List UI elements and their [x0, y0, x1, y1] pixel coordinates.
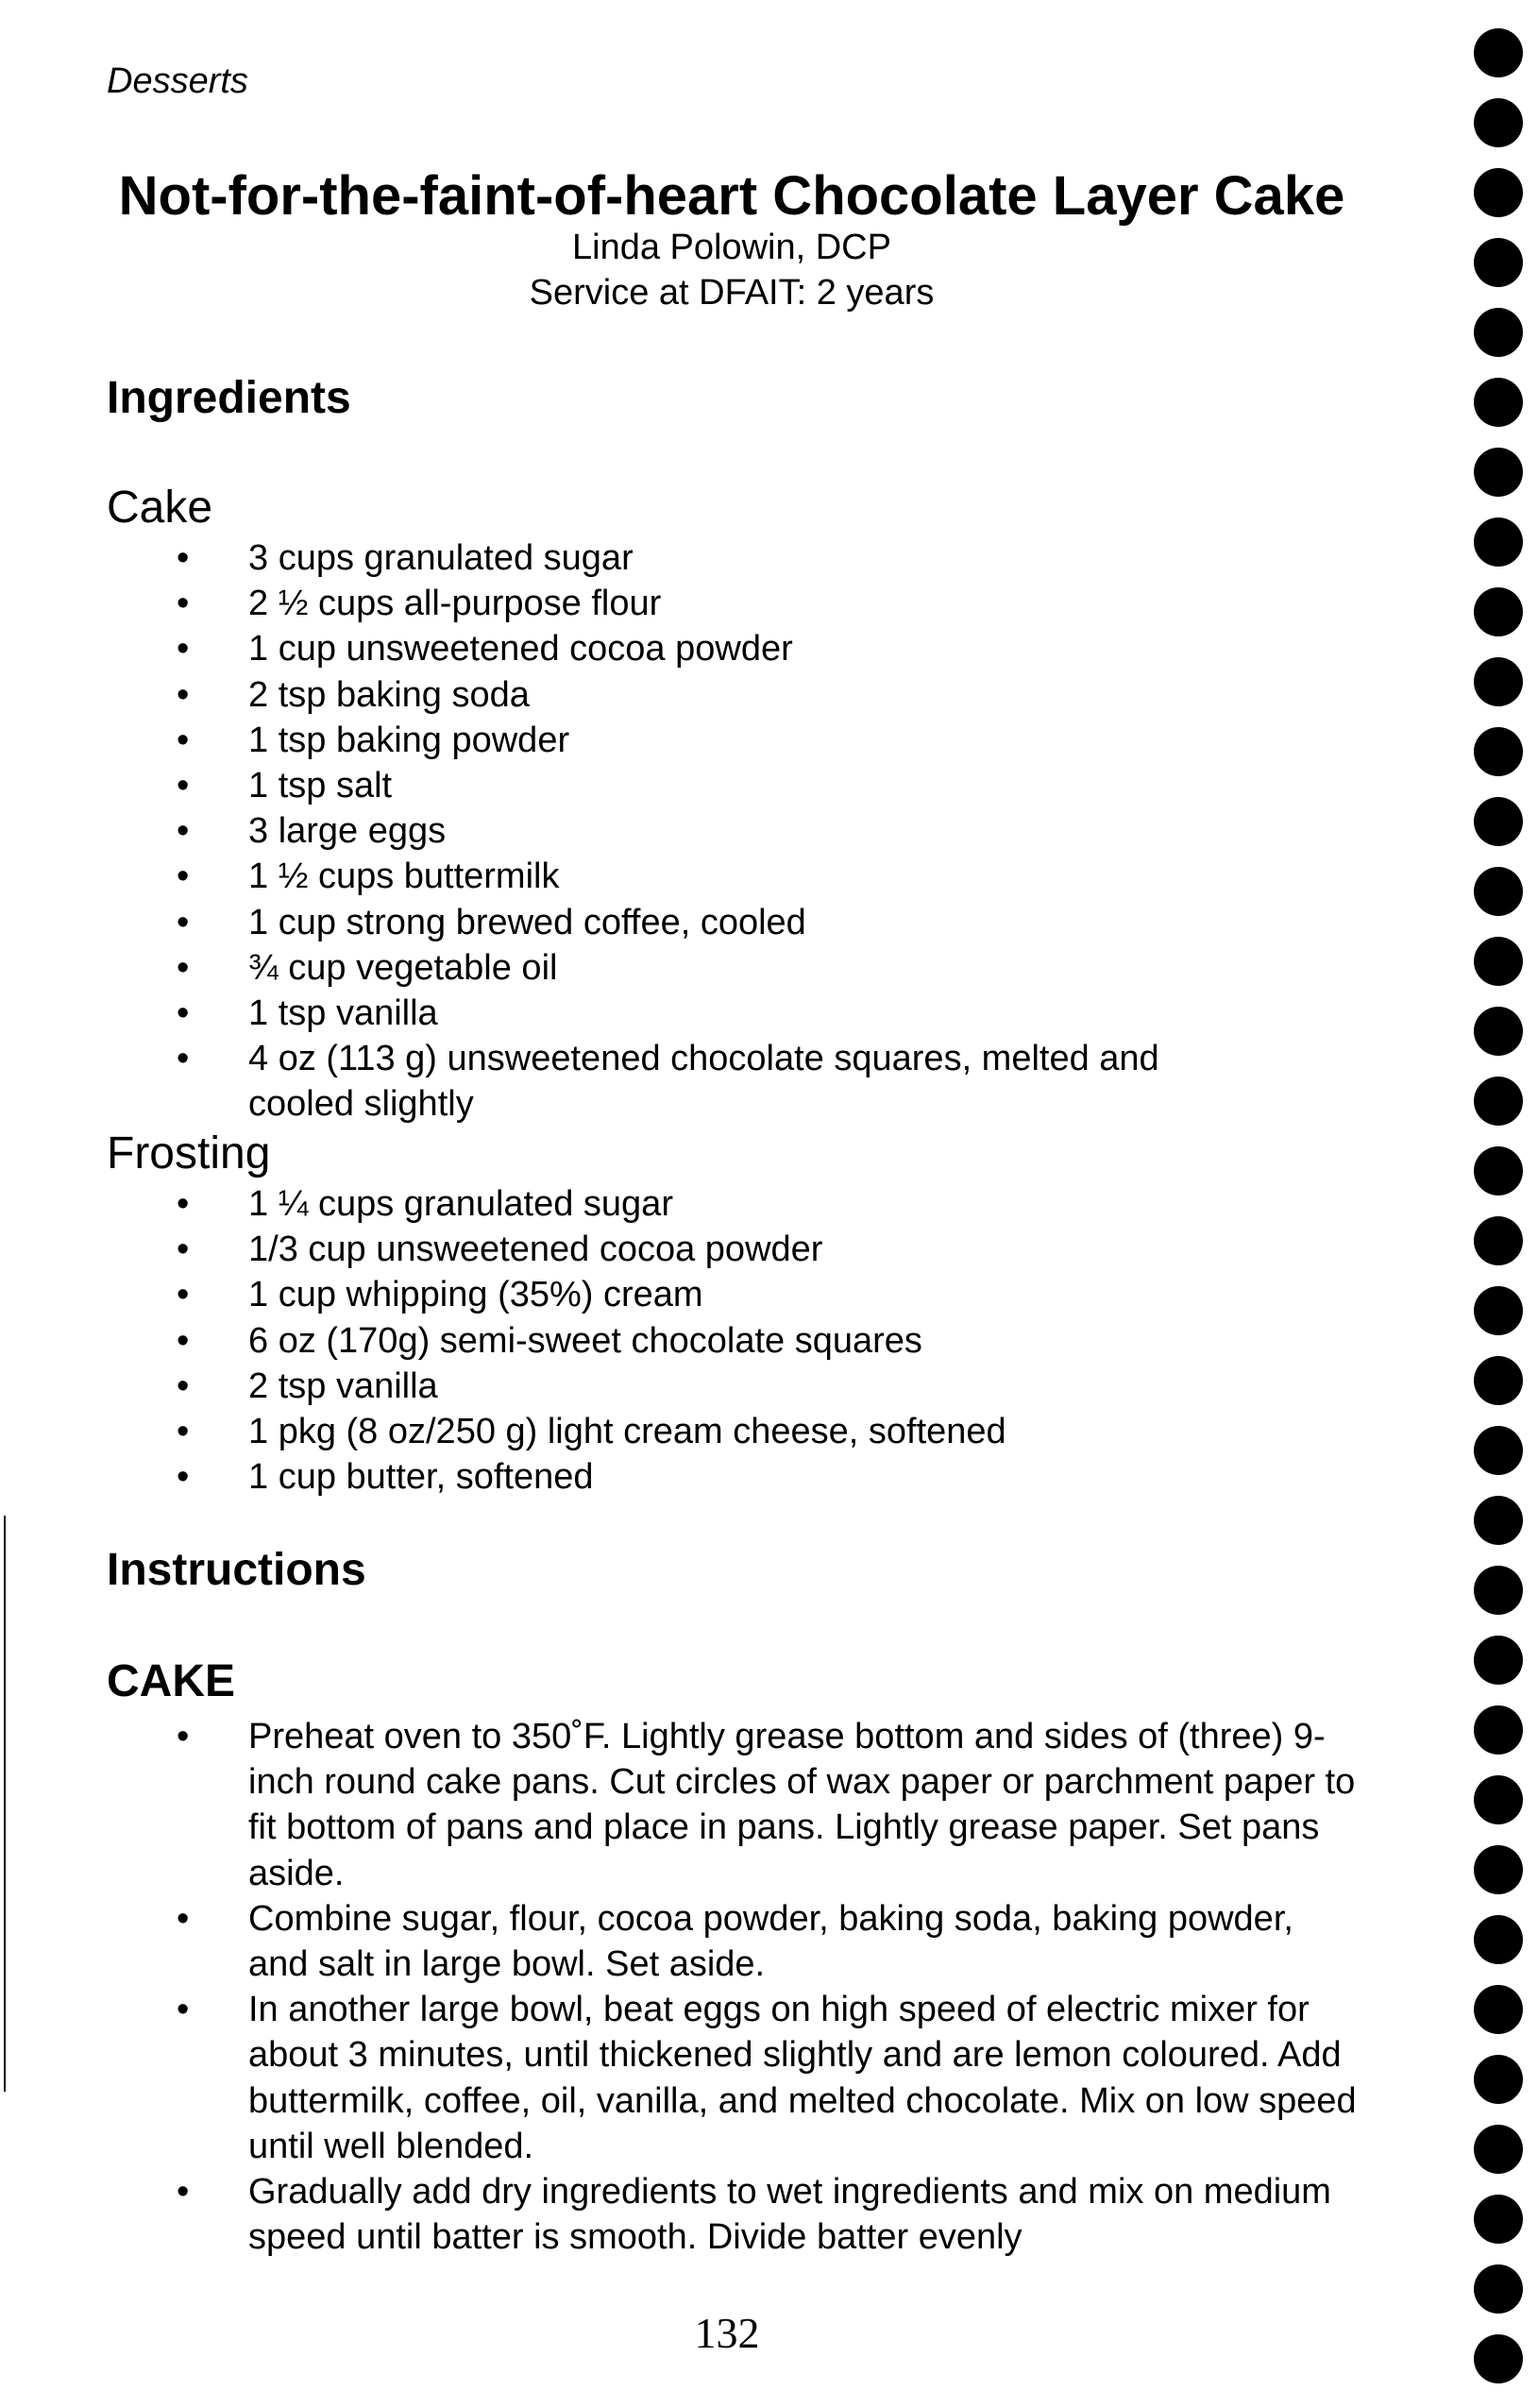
list-item [0, 672, 1259, 718]
instruction-text: Gradually add dry ingredients to wet ingredients and mix on medium speed until batter is smooth. Divide batter evenly [248, 2172, 1331, 2258]
instruction-text: In another large bowl, beat eggs on high speed of electric mixer for about 3 minutes, until thickened slightly and are lemon coloured. Add buttermilk, coffee, oil, vanilla, and melted chocolate. Mix on low speed until well blended. [248, 1990, 1357, 2166]
list-item [0, 1181, 1259, 1227]
binding-hole [1474, 448, 1523, 497]
binding-hole [1474, 1845, 1523, 1894]
cake-ingredient-list [0, 535, 1259, 1128]
binding-hole [1474, 2195, 1523, 2244]
binding-hole [1474, 867, 1523, 916]
binding-hole [1474, 378, 1523, 427]
ingredient-text: 1 cup unsweetened cocoa powder [248, 629, 793, 670]
bullet: • [177, 1898, 190, 1939]
ingredient-text: 2 tsp vanilla [248, 1365, 438, 1406]
binding-hole [1474, 517, 1523, 567]
binding-hole [1474, 1775, 1523, 1824]
ingredient-text: 1 tsp salt [248, 766, 393, 806]
bullet: • [177, 538, 190, 578]
bullet: • [177, 1320, 190, 1361]
list-item [0, 1454, 1259, 1500]
binding-hole [1474, 238, 1523, 287]
page-number: 132 [694, 2309, 760, 2357]
list-item [0, 945, 1259, 991]
bullet: • [177, 1457, 190, 1498]
ingredient-text: 3 cups granulated sugar [248, 538, 634, 578]
binding-hole [1474, 937, 1523, 986]
ingredient-text: 3 large eggs [248, 811, 447, 852]
list-item [0, 2169, 1362, 2260]
bullet: • [177, 766, 190, 806]
binding-hole [1474, 308, 1523, 357]
binding-hole [1474, 657, 1523, 706]
list-item [0, 808, 1259, 854]
binding-hole [1474, 1566, 1523, 1615]
list-item [0, 535, 1259, 581]
bullet: • [177, 856, 190, 897]
bullet: • [177, 629, 190, 670]
ingredient-text: 1 ½ cups buttermilk [248, 856, 560, 897]
binding-hole [1474, 2334, 1523, 2383]
ingredient-text: 1 tsp vanilla [248, 993, 438, 1034]
ingredient-text: 1 tsp baking powder [248, 720, 570, 760]
list-item [0, 1896, 1362, 1987]
binding-hole [1474, 1007, 1523, 1056]
bullet: • [177, 1039, 190, 1079]
binding-hole [1474, 98, 1523, 147]
ingredient-text: 1/3 cup unsweetened cocoa powder [248, 1229, 823, 1270]
bullet: • [177, 584, 190, 624]
ingredient-text: 1 cup strong brewed coffee, cooled [248, 902, 806, 942]
instructions-heading: Instructions [107, 1545, 366, 1595]
binding-hole [1474, 1915, 1523, 1964]
cake-instruction-list [0, 1714, 1362, 2260]
list-item [0, 718, 1259, 763]
ingredient-text: 2 ½ cups all-purpose flour [248, 584, 662, 624]
cake-instructions-heading: CAKE [107, 1656, 236, 1706]
binding-hole [1474, 587, 1523, 636]
binding-hole [1474, 1077, 1523, 1126]
list-item [0, 854, 1259, 899]
ingredient-text: 1 cup whipping (35%) cream [248, 1275, 703, 1315]
bullet: • [177, 811, 190, 852]
binding-hole [1474, 797, 1523, 846]
list-item [0, 581, 1259, 626]
bullet: • [177, 1717, 190, 1756]
recipe-title: Not-for-the-faint-of-heart Chocolate Layer Cake [118, 165, 1345, 227]
ingredient-text: 1 pkg (8 oz/250 g) light cream cheese, softened [248, 1412, 1006, 1452]
recipe-author: Linda Polowin, DCP [572, 228, 891, 267]
binding-hole [1474, 1426, 1523, 1475]
bullet: • [177, 1412, 190, 1452]
bullet: • [177, 1275, 190, 1315]
bullet: • [177, 720, 190, 760]
binding-hole [1474, 28, 1523, 77]
list-item [0, 900, 1259, 945]
bullet: • [177, 2172, 190, 2213]
list-item [0, 1409, 1259, 1454]
binding-hole [1474, 1705, 1523, 1755]
frosting-ingredient-list [0, 1181, 1259, 1500]
list-item [0, 1987, 1362, 2169]
list-item [0, 626, 1259, 671]
list-item [0, 1227, 1259, 1272]
ingredient-text: ¾ cup vegetable oil [248, 947, 558, 988]
list-item [0, 1272, 1259, 1317]
list-item [0, 1036, 1259, 1127]
ingredient-text: 4 oz (113 g) unsweetened chocolate squares, melted and cooled slightly [248, 1039, 1159, 1125]
bullet: • [177, 674, 190, 715]
binding-hole [1474, 2125, 1523, 2174]
bullet: • [177, 1184, 190, 1224]
list-item [0, 763, 1259, 808]
bullet: • [177, 1229, 190, 1270]
list-item [0, 1714, 1362, 1896]
cake-ingredients-heading: Cake [107, 483, 213, 533]
binding-hole [1474, 2055, 1523, 2104]
binding-hole [1474, 1216, 1523, 1265]
bullet: • [177, 993, 190, 1034]
binding-hole [1474, 2264, 1523, 2314]
ingredients-heading: Ingredients [107, 373, 351, 423]
binding-hole [1474, 1496, 1523, 1545]
list-item [0, 1364, 1259, 1409]
binding-hole [1474, 1286, 1523, 1335]
ingredient-text: 1 ¼ cups granulated sugar [248, 1184, 673, 1224]
ingredient-text: 6 oz (170g) semi-sweet chocolate squares [248, 1320, 922, 1361]
binding-hole [1474, 1356, 1523, 1405]
section-label: Desserts [107, 61, 248, 101]
bullet: • [177, 902, 190, 942]
binding-hole [1474, 727, 1523, 776]
binding-hole [1474, 1636, 1523, 1685]
binding-hole [1474, 1146, 1523, 1196]
recipe-service: Service at DFAIT: 2 years [529, 273, 935, 313]
ingredient-text: 1 cup butter, softened [248, 1457, 594, 1498]
bullet: • [177, 1990, 190, 2030]
binding-hole [1474, 1985, 1523, 2034]
list-item [0, 1318, 1259, 1364]
instruction-text: Preheat oven to 350˚F. Lightly grease bottom and sides of (three) 9-inch round cake pans. Cut circles of wax paper or parchment paper to fit bottom of pans and place in pans. Lightly grease paper. Set pans aside. [248, 1717, 1356, 1893]
ingredient-text: 2 tsp baking soda [248, 674, 530, 715]
bullet: • [177, 1365, 190, 1406]
scan-margin-line [4, 1516, 6, 2092]
frosting-ingredients-heading: Frosting [107, 1128, 271, 1179]
list-item [0, 991, 1259, 1036]
bullet: • [177, 947, 190, 988]
binding-hole [1474, 168, 1523, 217]
instruction-text: Combine sugar, flour, cocoa powder, baking soda, baking powder, and salt in large bowl. Set aside. [248, 1898, 1293, 1985]
